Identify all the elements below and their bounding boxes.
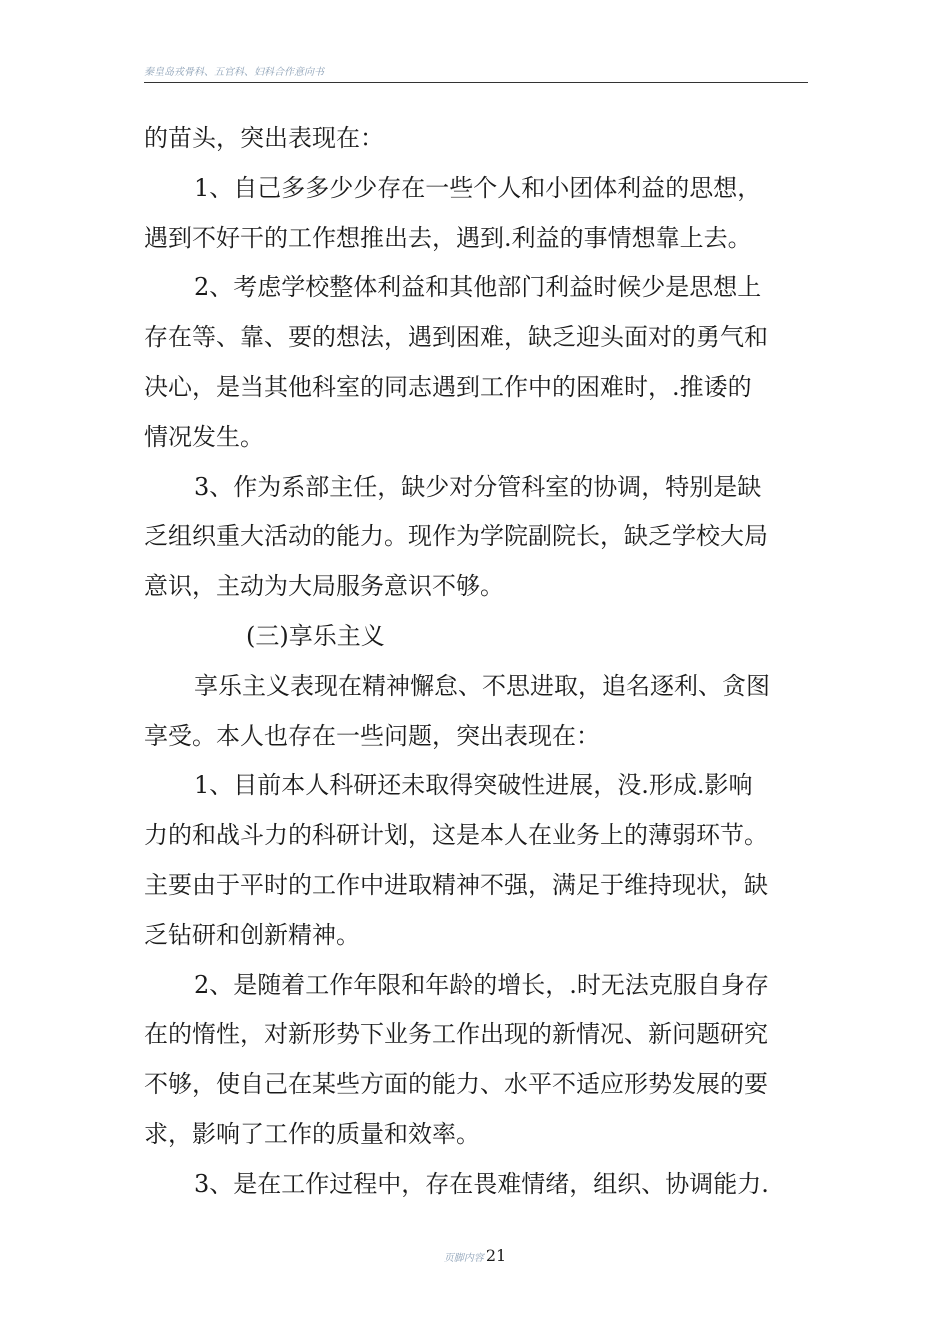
- footer-label: 页脚内容: [443, 1253, 484, 1264]
- text-line: 主要由于平时的工作中进取精神不强，满足于维持现状，缺: [144, 870, 768, 899]
- section-heading: (三)享乐主义: [246, 621, 385, 650]
- text-line: 在的惰性，对新形势下业务工作出现的新情况、新问题研究: [144, 1020, 768, 1049]
- text-line: 3、作为系部主任，缺少对分管科室的协调，特别是缺: [194, 472, 762, 501]
- text-line: 遇到不好干的工作想推出去，遇到.利益的事情想靠上去。: [144, 223, 752, 252]
- text-line: 2、是随着工作年限和年龄的增长，.时无法克服自身存: [194, 970, 769, 999]
- text-line: 情况发生。: [144, 422, 264, 451]
- text-line: 享受。本人也存在一些问题，突出表现在：: [144, 721, 600, 750]
- text-line: 1、目前本人科研还未取得突破性进展，没.形成.影响: [194, 771, 753, 800]
- text-line: 2、考虑学校整体利益和其他部门利益时候少是思想上: [194, 273, 762, 302]
- document-body: [144, 114, 808, 1210]
- text-line: 的苗头，突出表现在：: [144, 124, 384, 152]
- text-line: 1、自己多多少少存在一些个人和小团体利益的思想，: [194, 173, 762, 202]
- text-line: 乏钻研和创新精神。: [144, 920, 360, 949]
- text-line: 求，影响了工作的质量和效率。: [144, 1119, 480, 1148]
- text-line: 不够，使自己在某些方面的能力、水平不适应形势发展的要: [144, 1070, 768, 1099]
- text-line: 3、是在工作过程中，存在畏难情绪，组织、协调能力.: [194, 1169, 769, 1198]
- text-line: 力的和战斗力的科研计划，这是本人在业务上的薄弱环节。: [144, 821, 768, 850]
- page-number: 21: [485, 1246, 507, 1265]
- text-line: 乏组织重大活动的能力。现作为学院副院长，缺乏学校大局: [144, 522, 768, 551]
- page-footer: [0, 1246, 950, 1265]
- header-text: 秦皇岛戎骨科、五官科、妇科合作意向书: [144, 67, 324, 78]
- text-line: 享乐主义表现在精神懈怠、不思进取，追名逐利、贪图: [194, 671, 770, 700]
- text-line: 意识，主动为大局服务意识不够。: [144, 572, 504, 601]
- text-line: 存在等、靠、要的想法，遇到困难，缺乏迎头面对的勇气和: [144, 323, 768, 352]
- text-line: 决心，是当其他科室的同志遇到工作中的困难时，.推诿的: [144, 372, 752, 401]
- page-header: [144, 66, 808, 83]
